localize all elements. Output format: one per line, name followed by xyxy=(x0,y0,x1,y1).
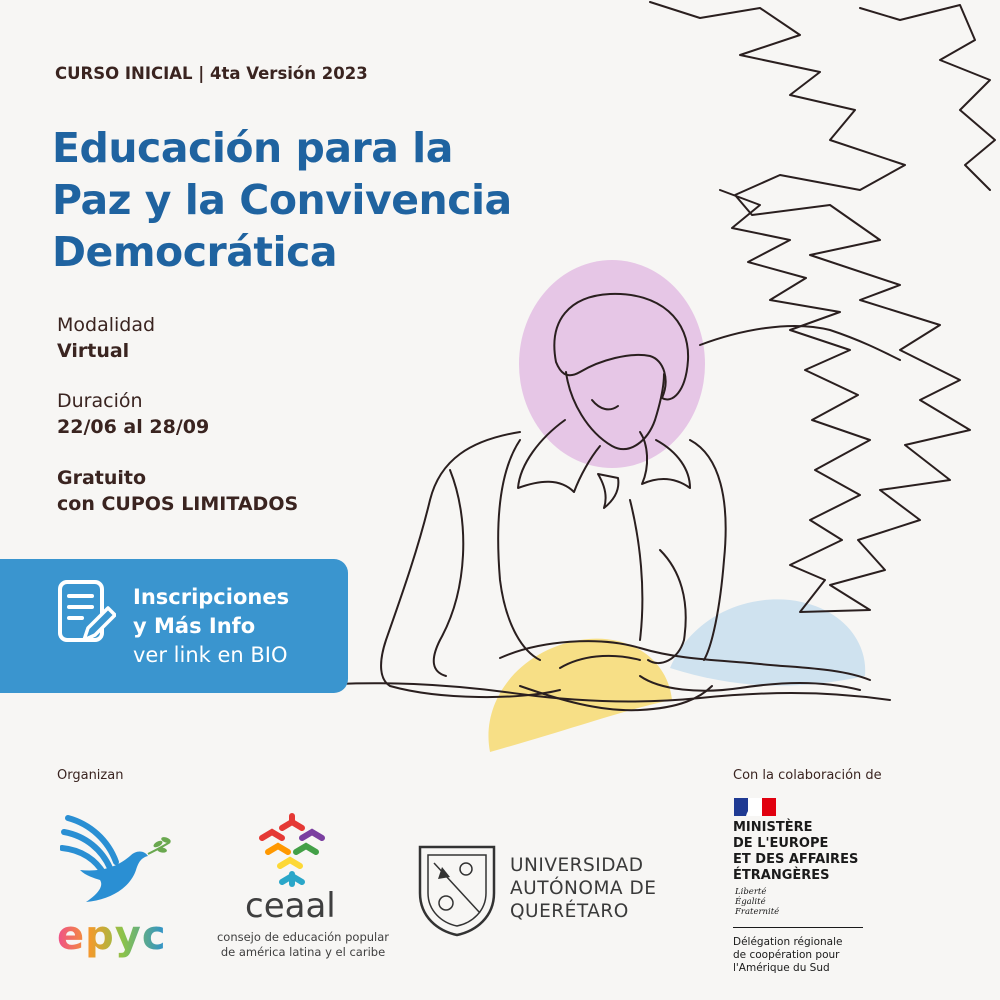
cta-line-3: ver link en BIO xyxy=(133,643,288,667)
title-line-3: Democrática xyxy=(52,228,338,276)
course-kicker: CURSO INICIAL | 4ta Versión 2023 xyxy=(55,64,368,83)
gratuito-line-2: con CUPOS LIMITADOS xyxy=(57,493,299,515)
ceaal-subtitle: consejo de educación popular de américa latina y el caribe xyxy=(216,930,390,959)
ceaal-wordmark: ceaal xyxy=(245,886,336,926)
gratuito-line-1: Gratuito xyxy=(57,467,147,489)
ministere-motto: Liberté Égalité Fraternité xyxy=(735,887,780,917)
ministere-divider xyxy=(733,927,863,928)
epyc-wordmark: epyc xyxy=(57,913,167,959)
modalidad-label: Modalidad xyxy=(57,314,156,336)
organizan-label: Organizan xyxy=(57,768,124,783)
title-line-1: Educación para la xyxy=(52,124,453,172)
page-title xyxy=(52,122,592,278)
title-line-2: Paz y la Convivencia xyxy=(52,176,512,224)
uaq-wordmark: UNIVERSIDAD AUTÓNOMA DE QUERÉTARO xyxy=(510,855,657,922)
cta-line-1: Inscripciones xyxy=(133,585,290,609)
modalidad-value: Virtual xyxy=(57,340,130,362)
epyc-dove-logo xyxy=(60,810,172,910)
ministere-title: MINISTÈRE DE L'EUROPE ET DES AFFAIRES ÉTRANGÈRES xyxy=(733,820,859,883)
french-flag-marianne-icon xyxy=(734,798,776,816)
uaq-seal-logo xyxy=(416,843,498,937)
pink-blob xyxy=(519,260,705,468)
registration-text xyxy=(133,583,289,670)
colaboracion-label: Con la colaboración de xyxy=(733,768,882,783)
delegation-text: Délégation régionale de coopération pour l'Amérique du Sud xyxy=(733,936,843,974)
document-edit-icon xyxy=(58,580,116,648)
duracion-label: Duración xyxy=(57,390,143,412)
light-blue-blob xyxy=(670,599,865,685)
ceaal-logo-mark xyxy=(252,812,336,892)
cta-line-2: y Más Info xyxy=(133,614,256,638)
duracion-value: 22/06 al 28/09 xyxy=(57,416,210,438)
